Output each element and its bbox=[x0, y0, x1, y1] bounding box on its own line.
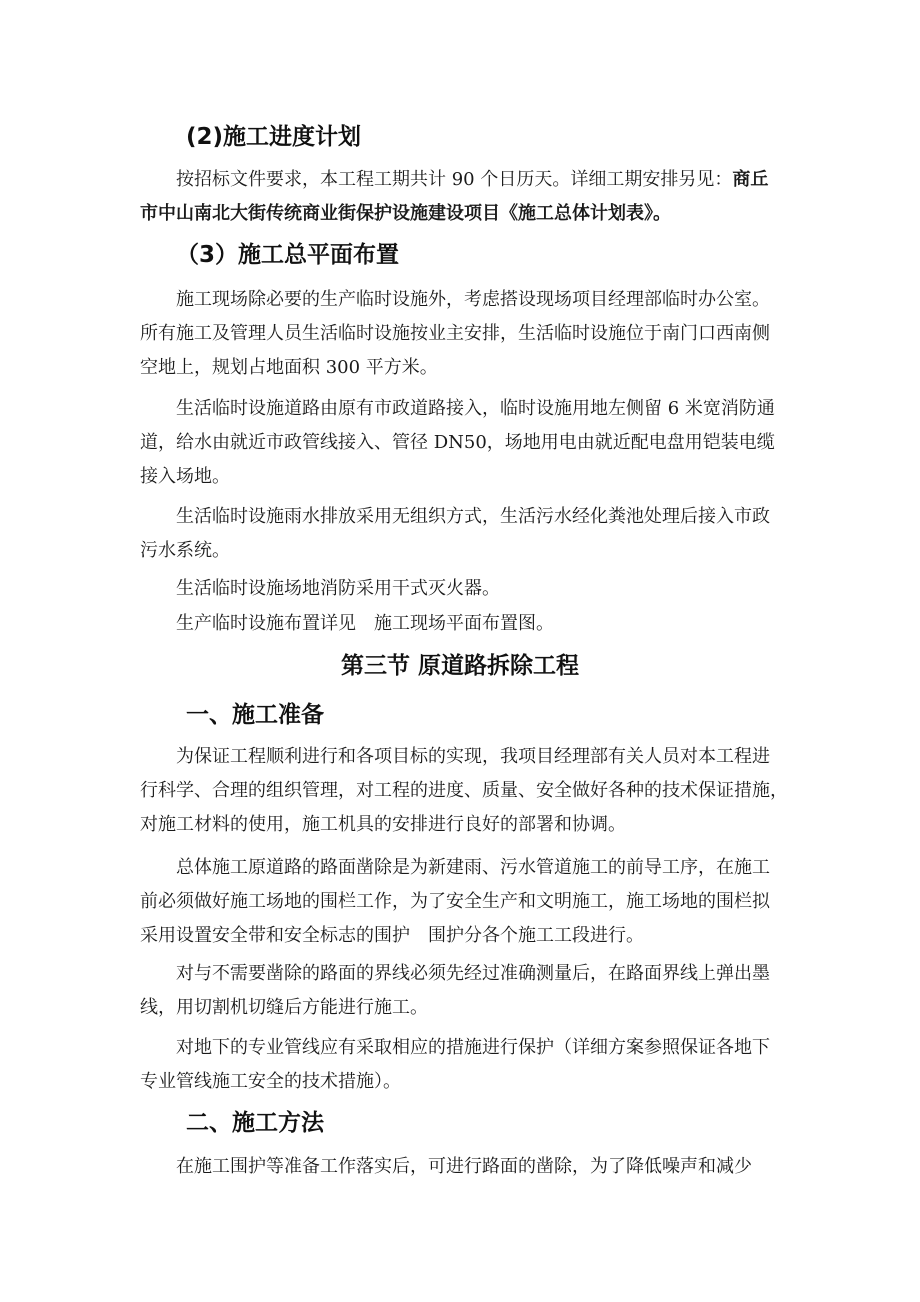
text-run-bold: 商丘 bbox=[732, 169, 769, 190]
paragraph-layout-4 bbox=[140, 572, 800, 606]
paragraph-line: 行科学、合理的组织管理，对工程的进度、质量、安全做好各种的技术保证措施， bbox=[140, 780, 788, 801]
paragraph-line: 生活临时设施场地消防采用干式灭火器。 bbox=[176, 578, 500, 599]
heading-site-layout: （3）施工总平面布置 bbox=[176, 242, 400, 268]
paragraph-line: 对与不需要凿除的路面的界线必须先经过准确测量后，在路面界线上弹出墨 bbox=[176, 963, 770, 984]
paragraph-line: 空地上，规划占地面积 300 平方米。 bbox=[140, 357, 438, 378]
paragraph-line: 为保证工程顺利进行和各项目标的实现，我项目经理部有关人员对本工程进 bbox=[176, 746, 770, 767]
paragraph-line: 线，用切割机切缝后方能进行施工。 bbox=[140, 997, 428, 1018]
paragraph-line: 生活临时设施道路由原有市政道路接入，临时设施用地左侧留 6 米宽消防通 bbox=[176, 398, 775, 419]
paragraph-line: 专业管线施工安全的技术措施）。 bbox=[140, 1071, 401, 1092]
paragraph-line: 接入场地。 bbox=[140, 466, 230, 487]
paragraph-line: 对施工材料的使用，施工机具的安排进行良好的部署和协调。 bbox=[140, 814, 626, 835]
paragraph-prep-2 bbox=[140, 851, 800, 953]
heading-method: 二、施工方法 bbox=[186, 1110, 324, 1136]
paragraph-line: 在施工围护等准备工作落实后，可进行路面的凿除，为了降低噪声和减少 bbox=[176, 1156, 752, 1177]
paragraph-line: 道，给水由就近市政管线接入、管径 DN50，场地用电由就近配电盘用铠装电缆 bbox=[140, 432, 775, 453]
paragraph-method-1 bbox=[140, 1150, 800, 1184]
paragraph-line: 施工现场除必要的生产临时设施外，考虑搭设现场项目经理部临时办公室。 bbox=[176, 289, 770, 310]
paragraph-prep-3 bbox=[140, 957, 800, 1025]
paragraph-line bbox=[140, 163, 800, 197]
paragraph-line: 对地下的专业管线应有采取相应的措施进行保护（详细方案参照保证各地下 bbox=[176, 1037, 770, 1058]
paragraph-layout-2 bbox=[140, 392, 800, 494]
heading-preparation: 一、施工准备 bbox=[186, 702, 324, 728]
text-run: 按招标文件要求，本工程工期共计 90 个日历天。详细工期安排另见： bbox=[176, 169, 733, 190]
paragraph-layout-3 bbox=[140, 500, 800, 568]
paragraph-line: 所有施工及管理人员生活临时设施按业主安排，生活临时设施位于南门口西南侧 bbox=[140, 323, 770, 344]
paragraph-prep-1 bbox=[140, 740, 800, 842]
section-title: 第三节 原道路拆除工程 bbox=[340, 653, 579, 679]
paragraph-line: 污水系统。 bbox=[140, 540, 230, 561]
paragraph-line: 采用设置安全带和安全标志的围护 围护分各个施工工段进行。 bbox=[140, 925, 644, 946]
paragraph-line: 总体施工原道路的路面凿除是为新建雨、污水管道施工的前导工序，在施工 bbox=[176, 857, 770, 878]
paragraph-line: 前必须做好施工场地的围栏工作，为了安全生产和文明施工，施工场地的围栏拟 bbox=[140, 891, 770, 912]
paragraph-line: 生活临时设施雨水排放采用无组织方式，生活污水经化粪池处理后接入市政 bbox=[176, 506, 770, 527]
paragraph-layout-5 bbox=[140, 607, 800, 641]
paragraph-schedule bbox=[140, 163, 800, 231]
heading-construction-schedule: (2)施工进度计划 bbox=[186, 124, 362, 150]
paragraph-line: 生产临时设施布置详见 施工现场平面布置图。 bbox=[176, 613, 554, 634]
paragraph-line-bold: 市中山南北大街传统商业街保护设施建设项目《施工总体计划表》。 bbox=[140, 203, 671, 224]
paragraph-layout-1 bbox=[140, 283, 800, 385]
paragraph-prep-4 bbox=[140, 1031, 800, 1099]
